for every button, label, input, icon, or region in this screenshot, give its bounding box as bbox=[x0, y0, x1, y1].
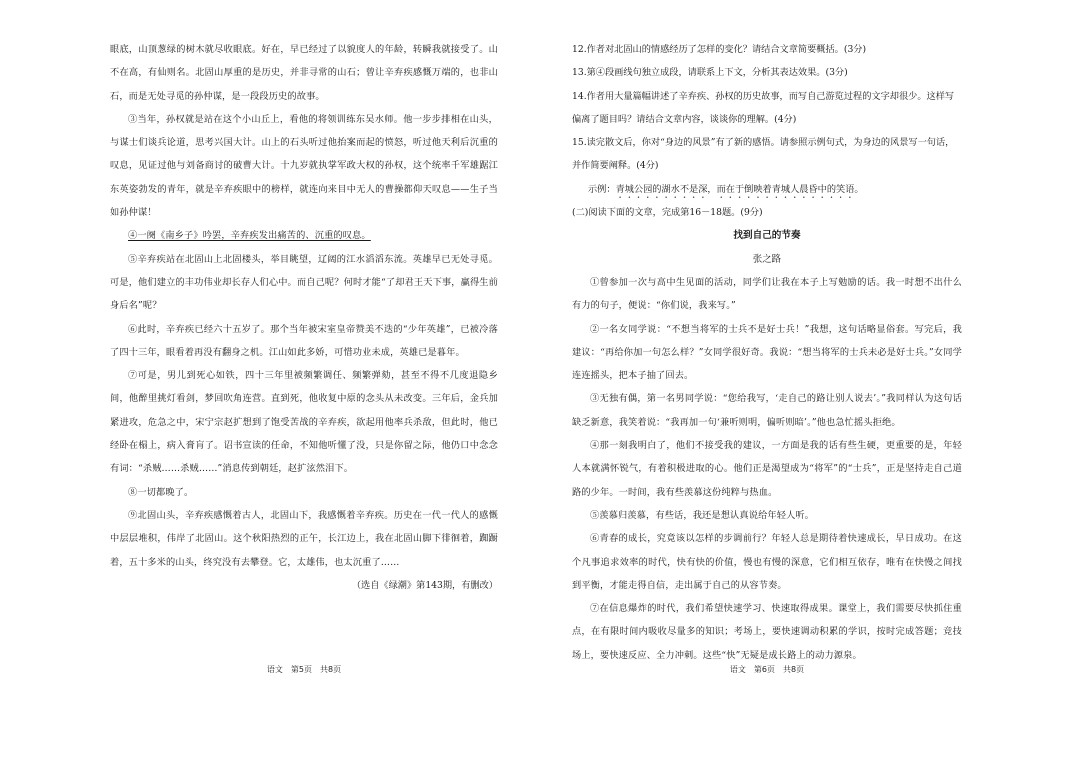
paragraph-8: ⑧一切都晚了。 bbox=[128, 486, 194, 498]
example-label: 示例： bbox=[588, 183, 616, 195]
right-page bbox=[572, 0, 962, 763]
article-paragraph-5: ⑤羡慕归羡慕，有些话，我还是想认真说给年轻人听。 bbox=[590, 509, 815, 521]
paragraph-continued: 眼底，山顶葱绿的树木就尽收眼底。好在，早已经过了以貌度人的年龄，转瞬我就接受了。山不在高，有仙则名。北固山厚重的是历史，并非寻常的山石；曾让辛弃疾感慨万端的，也非山石，而是无处寻觅的孙仲谋，是一段段历史的故事。 bbox=[110, 44, 498, 102]
question-13: 13.第④段画线句独立成段，请联系上下文，分析其表达效果。(3分) bbox=[572, 67, 848, 79]
paragraph-9: ⑨北固山头，辛弃疾感慨着古人，北固山下，我感慨着辛弃疾。历史在一代一代人的感慨中层层堆积，伟岸了北固山。这个秋阳热烈的正午，长江边上，我在北固山脚下徘徊着，踟蹰着，五十多米的山头，终究没有去攀登。它，太雄伟，也太沉重了…… bbox=[110, 509, 498, 568]
article-paragraph-3: ③无独有偶，第一名男同学说：“您给我写，‘走自己的路让别人说去’。”我同样认为这句话缺乏新意，我笑着说：“我再加一句‘兼听则明，偏听则暗’。”他也急忙摇头拒绝。 bbox=[572, 393, 962, 428]
left-page bbox=[110, 0, 498, 763]
paragraph-6: ⑥此时，辛弃疾已经六十五岁了。那个当年被宋室皇帝赞美不迭的“少年英雄”，已被冷落了四十三年，眼看着再没有翻身之机。江山如此多娇，可惜功业未成，英雄已是暮年。 bbox=[110, 323, 498, 358]
page-divider bbox=[534, 0, 535, 763]
paragraph-7: ⑦可是，男儿到死心如铁，四十三年里被频繁调任、频繁弹劾，甚至不得不几度退隐乡间，他醉里挑灯看剑，梦回吹角连营。直到死，他收复中原的念头从未改变。三年后，金兵加紧进攻，危急之中，宋宁宗赵扩想到了饱受苦战的辛弃疾，欲起用他率兵杀敌，但此时，他已经卧在榻上，病入膏肓了。诏书宣读的任命，不知他听懂了没，只是你留之际，他仍口中念念有词：“杀贼……杀贼……”消息传到朝廷，赵扩泫然泪下。 bbox=[110, 370, 498, 475]
article-paragraph-4: ④那一刻我明白了，他们不接受我的建议，一方面是我的话有些生硬，更重要的是，年轻人本就满怀锐气，有着积极进取的心。他们正是渴望成为“将军”的“士兵”，正是坚持走自己道路的少年。一时间，我有些羡慕这份纯粹与热血。 bbox=[572, 440, 962, 498]
question-12: 12.作者对北固山的情感经历了怎样的变化？请结合文章简要概括。(3分) bbox=[572, 44, 867, 55]
paragraph-3: ③当年，孙权就是站在这个小山丘上，看他的将领训练东吴水师。他一步步排相在山头，与谋士们谈兵论道，思考兴国大计。山上的石头听过他抬案而起的愤怒，听过他天利后沉重的叹息，见证过他与刘备商讨的破曹大计。十九岁就执掌军政大权的孙权，这个统率千军雄踞江东英姿勃发的青年，就是辛弃疾眼中的榜样，就连向来目中无人的曹操都仰天叹息——生子当如孙仲谋！ bbox=[110, 113, 498, 219]
paragraph-4-underlined: ④一阕《南乡子》吟罢，辛弃疾发出痛苦的、沉重的叹息。 bbox=[128, 230, 371, 242]
question-14: 14.作者用大量篇幅讲述了辛弃疾、孙权的历史故事，而写自己游览过程的文字却很少。这样写偏离了题目吗？请结合文章内容，谈谈你的理解。(4分) bbox=[572, 90, 955, 125]
article-paragraph-1: ①曾参加一次与高中生见面的活动，同学们让我在本子上写勉励的话。我一时想不出什么有力的句子，便说：“你们说，我来写。” bbox=[572, 276, 962, 312]
page-footer-left: 语文 第5页 共8页 bbox=[266, 665, 342, 674]
right-page-content bbox=[572, 38, 962, 667]
article-paragraph-7: ⑦在信息爆炸的时代，我们希望快速学习、快速取得成果。课堂上，我们需要尽快抓住重点，在有限时间内吸收尽量多的知识；考场上，要快速调动积累的学识，按时完成答题；竞技场上，要快速反应、全力冲刺。这些“快”无疑是成长路上的动力源泉。 bbox=[572, 603, 962, 661]
source-note: （选自《绿潮》第143期，有删改） bbox=[351, 579, 498, 591]
example-text: 青城公园的湖水不是深，而在于倒映着青城人晨昏中的笑语。 bbox=[615, 183, 864, 195]
example-line bbox=[572, 178, 962, 201]
article-title: 找到自己的节奏 bbox=[733, 230, 801, 242]
question-15: 15.读完散文后，你对“身边的风景”有了新的感悟。请参照示例句式，为身边的风景写一句话，并作简要阐释。(4分) bbox=[572, 137, 955, 172]
paragraph-5: ⑤辛弃疾站在北固山上北固楼头，举目眺望，辽阔的江水滔滔东流。英雄早已无处寻觅。可是，他们建立的丰功伟业却长存人们心中。而自己呢？何时才能“了却君王天下事，赢得生前身后名”呢？ bbox=[110, 253, 498, 312]
article-paragraph-2: ②一名女同学说：“不想当将军的士兵不是好士兵！”我想，这句话略显俗套。写完后，我建议：“再给你加一句怎么样？”女同学很好奇。我说：“想当将军的士兵未必是好士兵。”女同学连连摇头，把本子抽了回去。 bbox=[572, 323, 962, 382]
section-heading: (二)阅读下面的文章，完成第16－18题。(9分) bbox=[572, 207, 763, 219]
article-paragraph-6: ⑥青春的成长，究竟该以怎样的步调前行？年轻人总是期待着快速成长，早日成功。在这个凡事追求效率的时代，快有快的价值，慢也有慢的深意，它们相互依存，唯有在快慢之间找到平衡，才能走得自信，走出属于自己的从容节奏。 bbox=[572, 533, 962, 591]
page-footer-right: 语文 第6页 共8页 bbox=[729, 665, 805, 674]
article-author: 张之路 bbox=[752, 253, 782, 265]
left-page-content bbox=[110, 38, 498, 597]
